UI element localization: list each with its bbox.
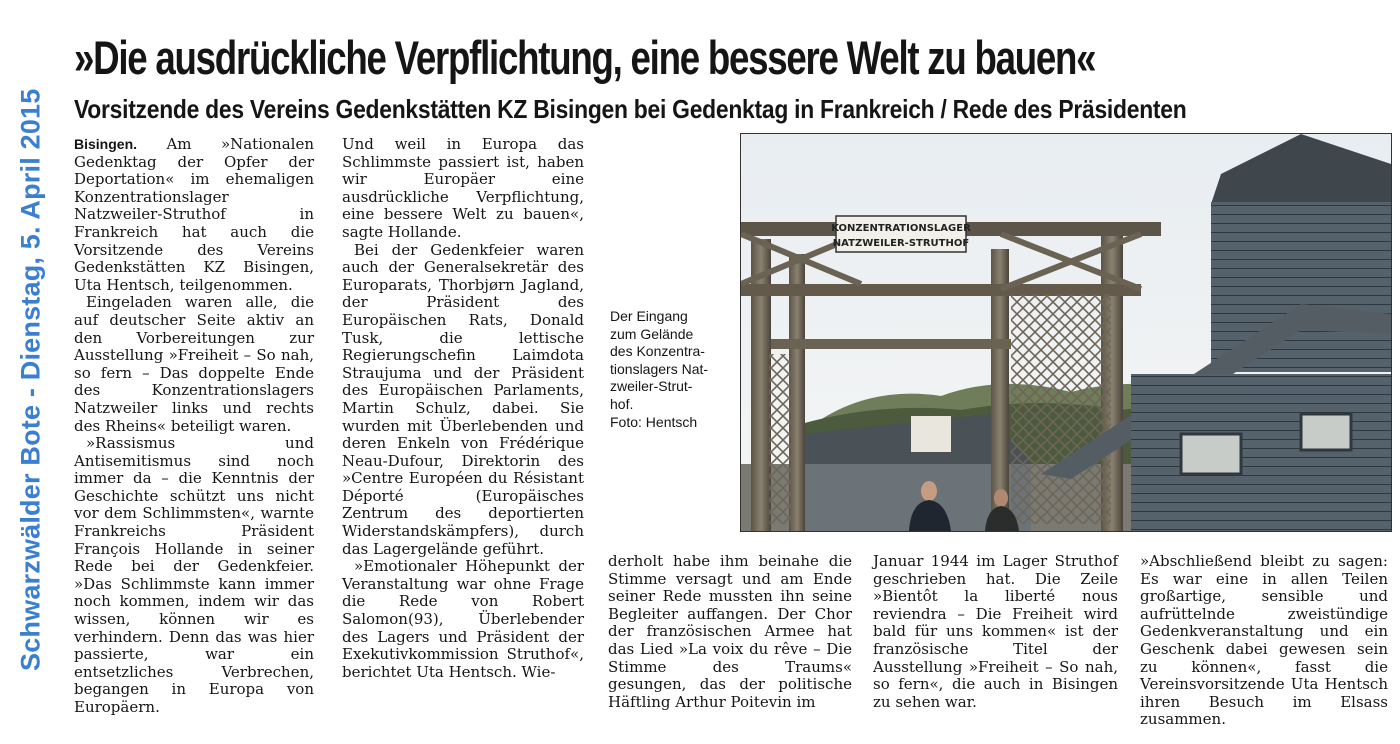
photo-credit: Foto: Hentsch xyxy=(610,413,698,430)
caption-line: Der Eingang xyxy=(610,308,688,324)
article-paragraph xyxy=(74,136,314,294)
caption-line: des Konzentra- xyxy=(610,343,705,360)
article-paragraph: Und weil in Europa das Schlimmste passiert ist, haben wir Europäer eine ausdrückliche Verpflichtung, eine bessere Welt zu bauen«, sagte Hollande. xyxy=(342,135,584,241)
dateline: Bisingen. xyxy=(74,136,138,152)
caption-line: hof. xyxy=(610,395,634,412)
gate-beam-low xyxy=(771,339,1011,349)
caption-line: zweiler-Strut- xyxy=(610,378,693,395)
gate-lattice-left xyxy=(769,354,791,524)
article-paragraph: »Rassismus und Antisemitismus sind noch immer da – die Kenntnis der Geschichte schützt uns nicht vor dem Schlimmsten«, warnte Frankreichs Präsident François Hollande in seiner Rede bei der Gedenkfeier. »Das Schlimmste kann immer noch kommen, indem wir das wissen, können wir es verhindern. Denn das was hier passierte, war ein entsetzliches Verbrechen, begangen in Europa von Europäern. xyxy=(74,434,314,716)
article-paragraph: »Emotionaler Höhepunkt der Veranstaltung war ohne Frage die Rede von Robert Salomon(93), Überlebender des Lagers und Präsident der Exekutivkommission Struthof«, berichtet Uta Hentsch. Wie- xyxy=(342,557,584,681)
article-column-4 xyxy=(873,553,1118,711)
article-column-1 xyxy=(74,136,314,717)
hut-body xyxy=(1131,374,1391,531)
visitor-head xyxy=(921,481,937,501)
article-paragraph: »Abschließend bleibt zu sagen: Es war eine in allen Teilen großartige, sensible und aufrüttelnde zweistündige Gedenkveranstaltung und ein Geschenk dabei gewesen sein zu können«, fasst die Vereinsvorsitzende Uta Hentsch ihren Besuch im Elsass zusammen. xyxy=(1140,552,1388,729)
article-paragraph: Eingeladen waren alle, die auf deutscher Seite aktiv an den Vorbereitungen zur Ausstellung »Freiheit – So nah, so fern – Das doppelte Ende des Konzentrationslagers Natzweiler links und rechts des Rheins« beteiligt waren. xyxy=(74,293,314,435)
article-paragraph: Januar 1944 im Lager Struthof geschrieben hat. Die Zeile »Bientôt la liberté nous reviendra – Die Freiheit wird bald für uns kommen« ist der französische Titel der Ausstellung »Freiheit – So nah, so fern«, die auch in Bisingen zu sehen war. xyxy=(873,552,1118,711)
subheadline: Vorsitzende des Vereins Gedenkstätten KZ Bisingen bei Gedenktag in Frankreich / Rede des Präsidenten xyxy=(74,94,1187,124)
article-paragraph: Bei der Gedenkfeier waren auch der Generalsekretär des Europarats, Thorbjørn Jagland, der Präsident des Europäischen Rats, Donald Tusk, die lettische Regierungschefin Laimdota Straujuma und der Präsident des Europäischen Parlaments, Martin Schulz, dabei. Sie wurden mit Überlebenden und deren Enkeln von Frédérique Neau-Dufour, Direktorin des »Centre Européen du Résistant Déporté (Europäisches Zentrum des deportierten Widerstandskämpfers), durch das Lagergelände geführt. xyxy=(342,240,584,558)
hut-window xyxy=(1181,434,1241,474)
gate-lattice xyxy=(1011,294,1111,524)
article-paragraph: derholt habe ihm beinahe die Stimme versagt und am Ende seiner Rede mussten ihn seine Begleiter auffangen. Der Chor der französischen Armee hat das Lied »La voix du rêve – Die Stimme des Traums« gesungen, das der politische Häftling Arthur Poitevin im xyxy=(608,552,852,711)
gate-left-post xyxy=(751,239,771,531)
caption-line: zum Gelände xyxy=(610,325,694,342)
photo-caption xyxy=(610,308,735,431)
sign-line-1: KONZENTRATIONSLAGER xyxy=(831,223,971,234)
sign-line-2: NATZWEILER-STRUTHOF xyxy=(832,238,970,249)
white-house xyxy=(911,416,951,452)
caption-line: tionslagers Nat- xyxy=(610,360,709,377)
photo-illustration xyxy=(741,134,1391,531)
visitor-2-head xyxy=(994,489,1008,507)
camp-entrance-photo xyxy=(740,133,1392,532)
hut-window-2 xyxy=(1301,414,1351,450)
source-label: Schwarzwälder Bote - Dienstag, 5. April 2015 xyxy=(15,88,46,672)
article-column-5 xyxy=(1140,553,1388,729)
paragraph-text: Am »Nationalen Gedenktag der Opfer der Deportation« im ehemaligen Konzentrationslager Natzweiler-Struthof in Frankreich hat auch die Vorsitzende des Vereins Gedenkstätten KZ Bisingen, Uta Hentsch, teilgenommen. xyxy=(74,135,314,294)
article-column-3 xyxy=(608,553,852,711)
article-column-2 xyxy=(342,136,584,681)
headline: »Die ausdrückliche Verpflichtung, eine bessere Welt zu bauen« xyxy=(74,31,1096,84)
